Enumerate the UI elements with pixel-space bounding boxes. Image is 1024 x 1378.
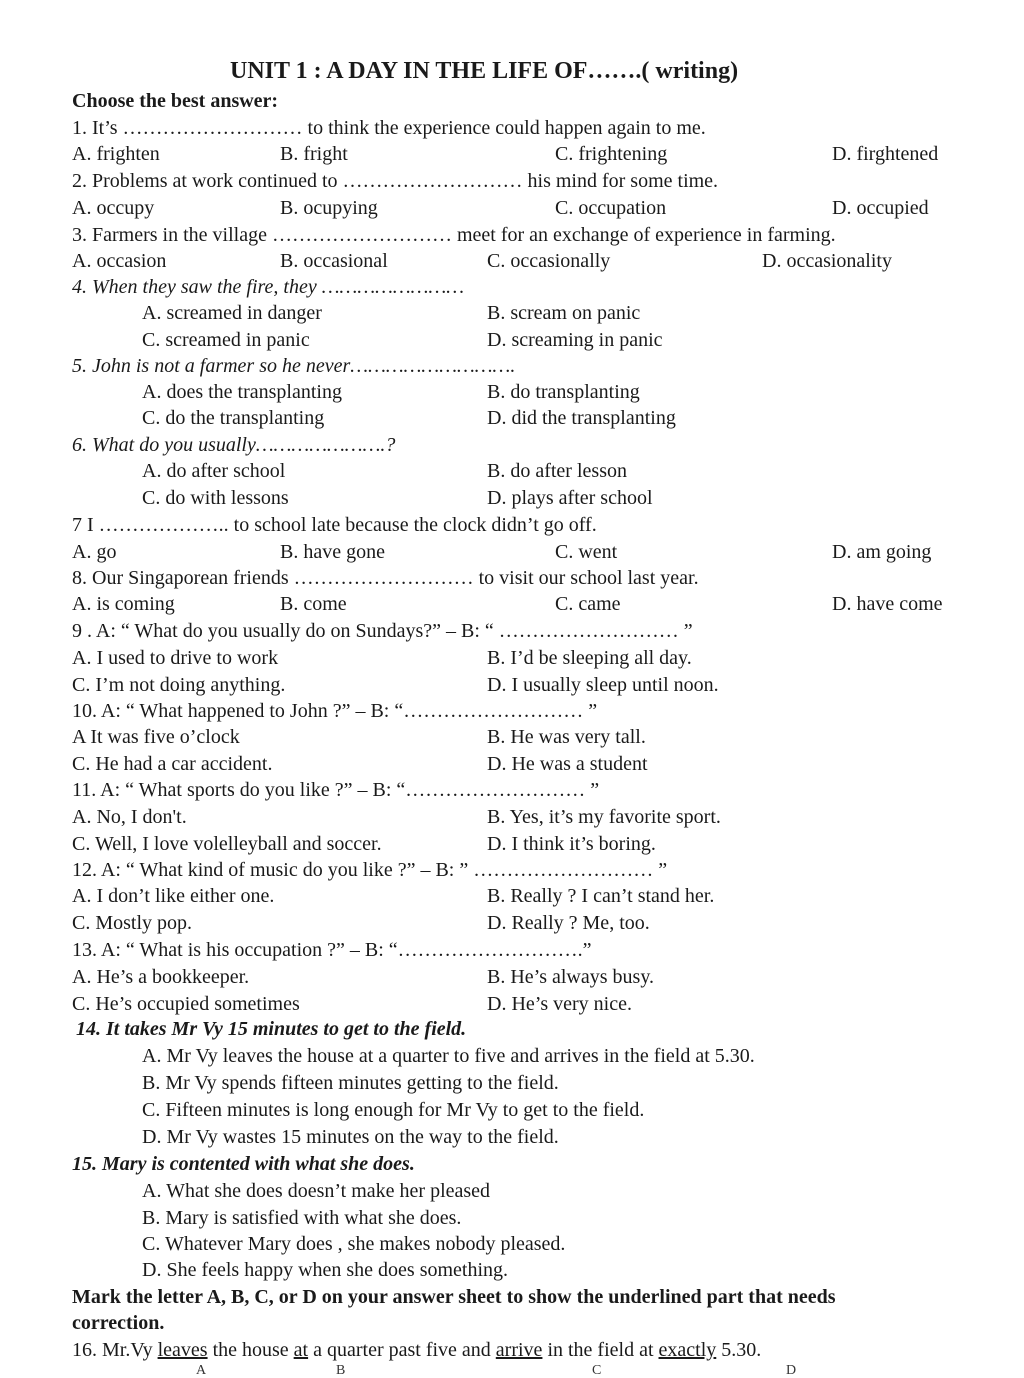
option: A. He’s a bookkeeper. — [72, 966, 250, 988]
option: C. He’s occupied sometimes — [72, 993, 300, 1015]
option: A. screamed in danger — [142, 302, 322, 324]
option: A. occasion — [72, 250, 167, 272]
question-stem: 3. Farmers in the village ……………………… meet for an exchange of experience in farming. — [72, 224, 836, 246]
question-stem: 11. A: “ What sports do you like ?” – B: “……………………… ” — [72, 779, 600, 801]
option: A. I don’t like either one. — [72, 885, 275, 907]
option: C. I’m not doing anything. — [72, 674, 286, 696]
option: C. Whatever Mary does , she makes nobody pleased. — [142, 1233, 566, 1255]
question-stem: 14. It takes Mr Vy 15 minutes to get to the field. — [76, 1018, 467, 1040]
option: C. occupation — [555, 197, 667, 219]
question-stem: 15. Mary is contented with what she does. — [72, 1153, 415, 1175]
underlined-part-d: exactly — [658, 1339, 717, 1361]
option: D. He was a student — [487, 753, 648, 775]
q16-text: in the field at — [542, 1339, 659, 1361]
mark-d: D — [786, 1363, 797, 1378]
option: B. Yes, it’s my favorite sport. — [487, 806, 721, 828]
option: D. plays after school — [487, 487, 653, 509]
option: C. occasionally — [487, 250, 611, 272]
option: B. Really ? I can’t stand her. — [487, 885, 715, 907]
question-stem: 12. A: “ What kind of music do you like ?” – B: ” ……………………… ” — [72, 859, 668, 881]
option: C. do the transplanting — [142, 407, 325, 429]
underlined-part-a: leaves — [157, 1339, 208, 1361]
option: B. He was very tall. — [487, 726, 646, 748]
option: D. I usually sleep until noon. — [487, 674, 719, 696]
question-stem: 8. Our Singaporean friends ……………………… to visit our school last year. — [72, 567, 699, 589]
q16-number: 16. Mr.Vy — [72, 1339, 158, 1361]
instruction: Choose the best answer: — [72, 90, 279, 112]
option: C. frightening — [555, 143, 668, 165]
option: A. is coming — [72, 593, 175, 615]
option: C. do with lessons — [142, 487, 289, 509]
option: B. ocupying — [280, 197, 378, 219]
option: D. occasionality — [762, 250, 892, 272]
question-stem: 5. John is not a farmer so he never………………………. — [72, 355, 516, 377]
option: A. occupy — [72, 197, 155, 219]
option: B. do after lesson — [487, 460, 627, 482]
option: D. He’s very nice. — [487, 993, 632, 1015]
question-stem: 4. When they saw the fire, they …………………… — [72, 276, 465, 298]
question-stem: 2. Problems at work continued to ……………………… his mind for some time. — [72, 170, 719, 192]
option: D. Really ? Me, too. — [487, 912, 650, 934]
question-stem: 7 I ……………….. to school late because the clock didn’t go off. — [72, 514, 597, 536]
option: B. have gone — [280, 541, 385, 563]
q16-text: the house — [207, 1339, 294, 1361]
option: D. did the transplanting — [487, 407, 676, 429]
option: B. scream on panic — [487, 302, 641, 324]
question-stem: 10. A: “ What happened to John ?” – B: “……………………… ” — [72, 700, 598, 722]
page-title: UNIT 1 : A DAY IN THE LIFE OF…….( writing) — [230, 58, 739, 84]
option: C. went — [555, 541, 618, 563]
mark-b: B — [336, 1363, 346, 1378]
underlined-part-b: at — [293, 1339, 309, 1361]
question-stem: 9 . A: “ What do you usually do on Sundays?” – B: “ ……………………… ” — [72, 620, 693, 642]
option: A. No, I don't. — [72, 806, 187, 828]
option: D. am going — [832, 541, 932, 563]
option: C. Well, I love volelleyball and soccer. — [72, 833, 382, 855]
option: A It was five o’clock — [72, 726, 240, 748]
option: D. firghtened — [832, 143, 939, 165]
option: A. frighten — [72, 143, 160, 165]
option: B. I’d be sleeping all day. — [487, 647, 692, 669]
question-stem: 13. A: “ What is his occupation ?” – B: “……………………….” — [72, 939, 592, 961]
option: A. do after school — [142, 460, 286, 482]
question-stem: 1. It’s ……………………… to think the experience could happen again to me. — [72, 117, 706, 139]
question-stem: 6. What do you usually………………….? — [72, 434, 396, 456]
option: B. come — [280, 593, 347, 615]
section-instruction: Mark the letter A, B, C, or D on your answer sheet to show the underlined part that needs — [72, 1286, 836, 1308]
option: D. She feels happy when she does something. — [142, 1259, 509, 1281]
option: C. Fifteen minutes is long enough for Mr Vy to get to the field. — [142, 1099, 645, 1121]
option: B. Mr Vy spends fifteen minutes getting to the field. — [142, 1072, 559, 1094]
option: D. have come — [832, 593, 943, 615]
option: B. Mary is satisfied with what she does. — [142, 1207, 462, 1229]
underlined-part-c: arrive — [495, 1339, 543, 1361]
option: C. screamed in panic — [142, 329, 310, 351]
option: A. go — [72, 541, 117, 563]
option: D. screaming in panic — [487, 329, 663, 351]
option: C. He had a car accident. — [72, 753, 273, 775]
option: A. Mr Vy leaves the house at a quarter to five and arrives in the field at 5.30. — [142, 1045, 755, 1067]
option: D. I think it’s boring. — [487, 833, 656, 855]
mark-a: A — [196, 1363, 207, 1378]
option: D. Mr Vy wastes 15 minutes on the way to the field. — [142, 1126, 559, 1148]
option: B. do transplanting — [487, 381, 640, 403]
option: A. does the transplanting — [142, 381, 342, 403]
question-16 — [72, 1337, 761, 1363]
option: B. fright — [280, 143, 348, 165]
q16-text: a quarter past five and — [308, 1339, 496, 1361]
option: C. Mostly pop. — [72, 912, 193, 934]
option: D. occupied — [832, 197, 929, 219]
option: A. What she does doesn’t make her pleased — [142, 1180, 491, 1202]
option: B. He’s always busy. — [487, 966, 655, 988]
option: C. came — [555, 593, 621, 615]
mark-c: C — [592, 1363, 602, 1378]
option: B. occasional — [280, 250, 388, 272]
option: A. I used to drive to work — [72, 647, 279, 669]
section-instruction-cont: correction. — [72, 1312, 165, 1334]
q16-text: 5.30. — [716, 1339, 762, 1361]
